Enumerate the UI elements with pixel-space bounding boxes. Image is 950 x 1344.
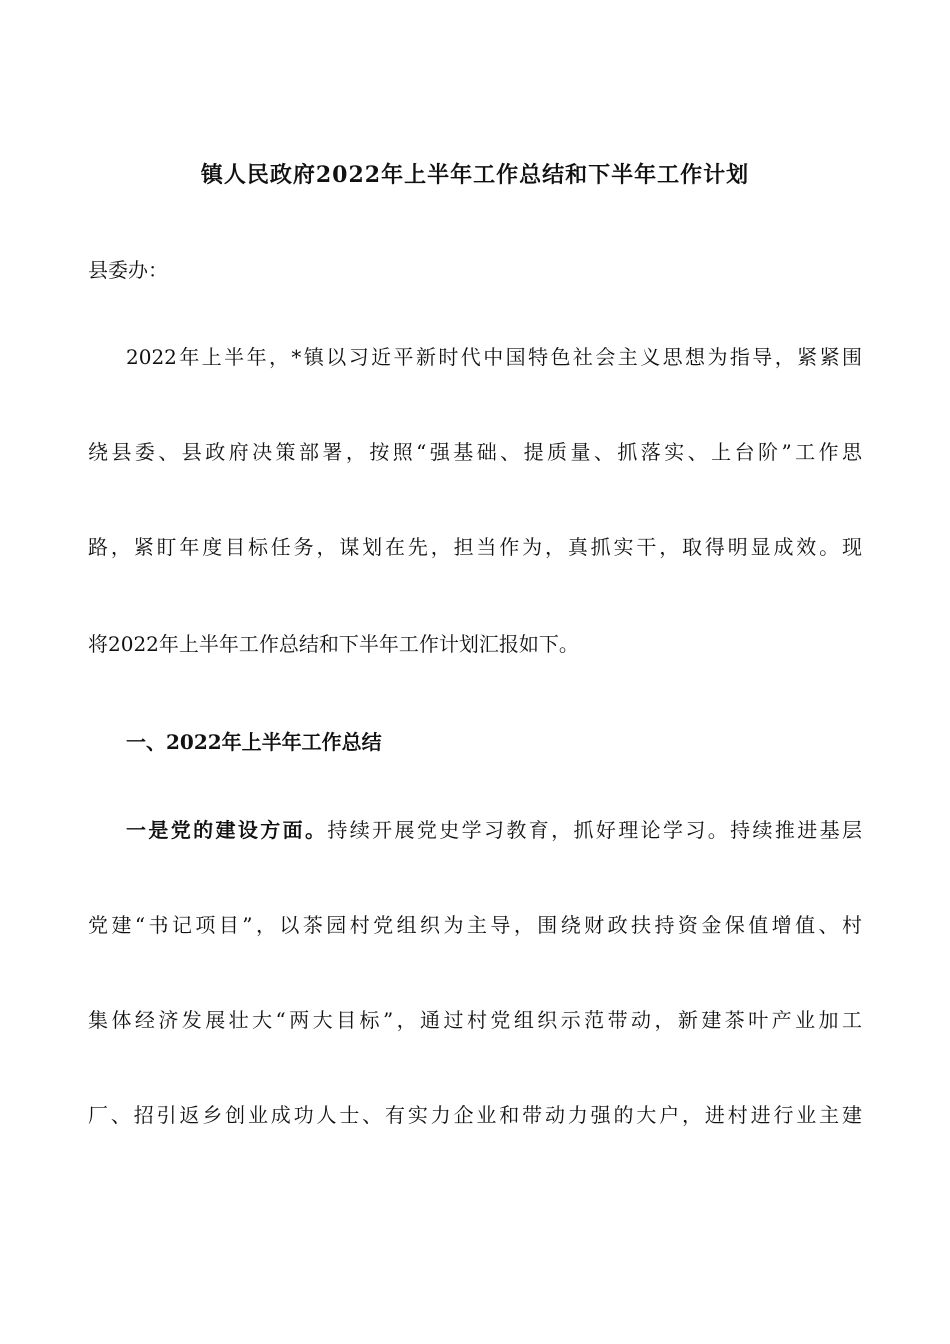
intro-line-3: 路，紧盯年度目标任务，谋划在先，担当作为，真抓实干，取得明显成效。现 xyxy=(88,535,862,559)
party-building-line-3: 集体经济发展壮大“两大目标”，通过村党组织示范带动，新建茶叶产业加工 xyxy=(88,1008,862,1032)
section-heading: 一、2022年上半年工作总结 xyxy=(126,730,382,754)
document-title: 镇人民政府2022年上半年工作总结和下半年工作计划 xyxy=(200,162,750,188)
party-building-line-2: 党建“书记项目”，以茶园村党组织为主导，围绕财政扶持资金保值增值、村 xyxy=(88,913,862,937)
party-building-line-1 xyxy=(126,815,862,845)
party-building-line-4: 厂、招引返乡创业成功人士、有实力企业和带动力强的大户，进村进行业主建 xyxy=(88,1103,862,1127)
party-building-line-1-text: 持续开展党史学习教育，抓好理论学习。持续推进基层 xyxy=(327,818,862,842)
intro-line-1: 2022年上半年，*镇以习近平新时代中国特色社会主义思想为指导，紧紧围 xyxy=(126,345,862,369)
party-building-lead: 一是党的建设方面。 xyxy=(126,818,328,842)
intro-line-2: 绕县委、县政府决策部署，按照“强基础、提质量、抓落实、上台阶”工作思 xyxy=(88,440,862,464)
intro-line-4: 将2022年上半年工作总结和下半年工作计划汇报如下。 xyxy=(88,632,579,656)
salutation: 县委办： xyxy=(88,258,168,282)
